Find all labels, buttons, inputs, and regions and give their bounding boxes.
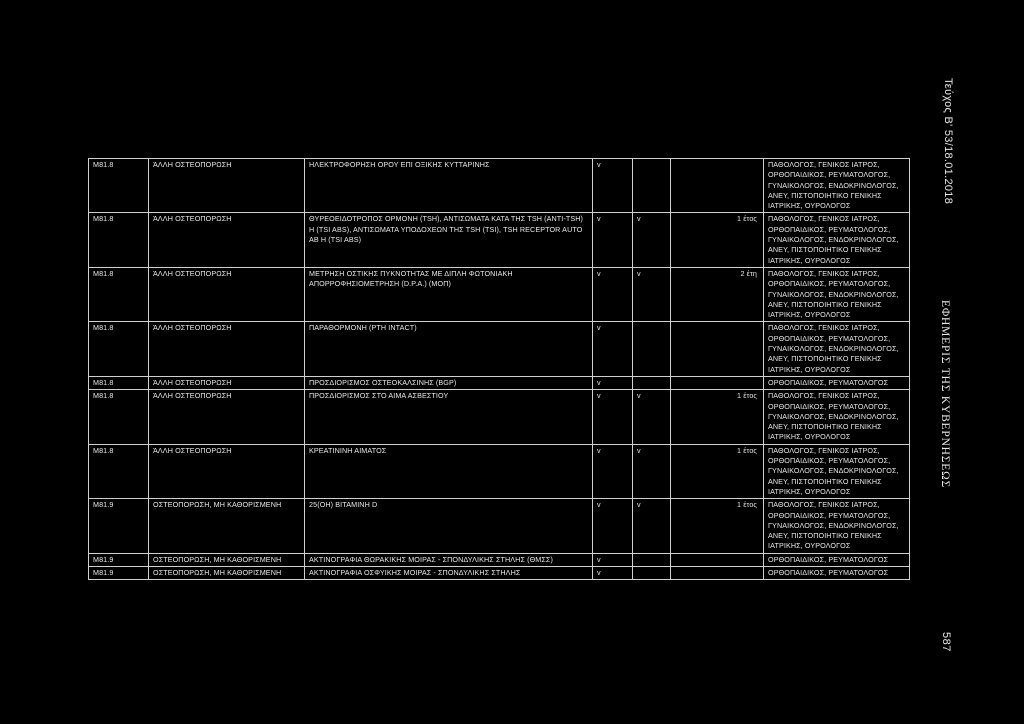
cell-mark-1: v <box>593 390 633 444</box>
cell-mark-1: v <box>593 213 633 267</box>
cell-code: M81.9 <box>89 499 149 553</box>
cell-test: ΘΥΡΕΟΕΙΔΟΤΡΟΠΟΣ ΟΡΜΟΝΗ (TSH), ΑΝΤΙΣΩΜΑΤΑ ΚΑΤΑ ΤΗΣ TSH (ANTI-TSH) Η (TSI ABS), ΑΝΤΙΣΩΜΑΤΑ ΥΠΟΔΟΧΕΩΝ ΤΗΣ TSH (TSI), TSH RECEPTOR AUTO AB H (TSI ABS) <box>305 213 593 267</box>
cell-test: ΜΕΤΡΗΣΗ ΟΣΤΙΚΗΣ ΠΥΚΝΟΤΗΤΑΣ ΜΕ ΔΙΠΛΗ ΦΩΤΟΝΙΑΚΗ ΑΠΟΡΡΟΦΗΣΙΟΜΕΤΡΗΣΗ (D.P.A.) (ΜΟΠ) <box>305 267 593 321</box>
cell-specialties: ΠΑΘΟΛΟΓΟΣ, ΓΕΝΙΚΟΣ ΙΑΤΡΟΣ, ΟΡΘΟΠΑΙΔΙΚΟΣ, ΡΕΥΜΑΤΟΛΟΓΟΣ, ΓΥΝΑΙΚΟΛΟΓΟΣ, ΕΝΔΟΚΡΙΝΟΛΟΓΟΣ, ΑΝΕΥ, ΠΙΣΤΟΠΟΙΗΤΙΚΟ ΓΕΝΙΚΗΣ ΙΑΤΡΙΚΗΣ, ΟΥΡΟΛΟΓΟΣ <box>764 499 910 553</box>
cell-mark-1: v <box>593 444 633 498</box>
cell-specialties: ΠΑΘΟΛΟΓΟΣ, ΓΕΝΙΚΟΣ ΙΑΤΡΟΣ, ΟΡΘΟΠΑΙΔΙΚΟΣ, ΡΕΥΜΑΤΟΛΟΓΟΣ, ΓΥΝΑΙΚΟΛΟΓΟΣ, ΕΝΔΟΚΡΙΝΟΛΟΓΟΣ, ΑΝΕΥ, ΠΙΣΤΟΠΟΙΗΤΙΚΟ ΓΕΝΙΚΗΣ ΙΑΤΡΙΚΗΣ, ΟΥΡΟΛΟΓΟΣ <box>764 267 910 321</box>
table-row <box>89 390 910 444</box>
cell-diagnosis: ΆΛΛΗ ΟΣΤΕΟΠΟΡΩΣΗ <box>149 213 305 267</box>
cell-interval <box>671 159 764 213</box>
cell-specialties: ΠΑΘΟΛΟΓΟΣ, ΓΕΝΙΚΟΣ ΙΑΤΡΟΣ, ΟΡΘΟΠΑΙΔΙΚΟΣ, ΡΕΥΜΑΤΟΛΟΓΟΣ, ΓΥΝΑΙΚΟΛΟΓΟΣ, ΕΝΔΟΚΡΙΝΟΛΟΓΟΣ, ΑΝΕΥ, ΠΙΣΤΟΠΟΙΗΤΙΚΟ ΓΕΝΙΚΗΣ ΙΑΤΡΙΚΗΣ, ΟΥΡΟΛΟΓΟΣ <box>764 444 910 498</box>
cell-specialties: ΟΡΘΟΠΑΙΔΙΚΟΣ, ΡΕΥΜΑΤΟΛΟΓΟΣ <box>764 376 910 389</box>
cell-specialties: ΟΡΘΟΠΑΙΔΙΚΟΣ, ΡΕΥΜΑΤΟΛΟΓΟΣ <box>764 566 910 579</box>
cell-interval: 1 έτος <box>671 213 764 267</box>
issue-reference: Τεύχος Β' 53/18.01.2018 <box>942 78 954 205</box>
cell-test: ΗΛΕΚΤΡΟΦΟΡΗΣΗ ΟΡΟΥ ΕΠΙ ΟΞΙΚΗΣ ΚΥΤΤΑΡΙΝΗΣ <box>305 159 593 213</box>
cell-code: M81.8 <box>89 213 149 267</box>
page-number: 587 <box>940 632 952 652</box>
cell-mark-1: v <box>593 159 633 213</box>
cell-mark-2 <box>633 566 671 579</box>
cell-mark-2 <box>633 159 671 213</box>
cell-interval: 1 έτος <box>671 444 764 498</box>
cell-test: ΠΑΡΑΘΟΡΜΟΝΗ (PTH INTACT) <box>305 322 593 376</box>
cell-test: ΚΡΕΑΤΙΝΙΝΗ ΑΙΜΑΤΟΣ <box>305 444 593 498</box>
cell-test: ΠΡΟΣΔΙΟΡΙΣΜΟΣ ΣΤΟ ΑΙΜΑ ΑΣΒΕΣΤΙΟΥ <box>305 390 593 444</box>
cell-specialties: ΠΑΘΟΛΟΓΟΣ, ΓΕΝΙΚΟΣ ΙΑΤΡΟΣ, ΟΡΘΟΠΑΙΔΙΚΟΣ, ΡΕΥΜΑΤΟΛΟΓΟΣ, ΓΥΝΑΙΚΟΛΟΓΟΣ, ΕΝΔΟΚΡΙΝΟΛΟΓΟΣ, ΑΝΕΥ, ΠΙΣΤΟΠΟΙΗΤΙΚΟ ΓΕΝΙΚΗΣ ΙΑΤΡΙΚΗΣ, ΟΥΡΟΛΟΓΟΣ <box>764 390 910 444</box>
cell-diagnosis: ΆΛΛΗ ΟΣΤΕΟΠΟΡΩΣΗ <box>149 376 305 389</box>
table-body <box>89 159 910 580</box>
cell-diagnosis: ΆΛΛΗ ΟΣΤΕΟΠΟΡΩΣΗ <box>149 390 305 444</box>
cell-mark-1: v <box>593 322 633 376</box>
cell-test: ΑΚΤΙΝΟΓΡΑΦΙΑ ΘΩΡΑΚΙΚΗΣ ΜΟΙΡΑΣ - ΣΠΟΝΔΥΛΙΚΗΣ ΣΤΗΛΗΣ (ΘΜΣΣ) <box>305 553 593 566</box>
cell-interval <box>671 553 764 566</box>
cell-interval: 1 έτος <box>671 390 764 444</box>
table-row <box>89 444 910 498</box>
cell-code: M81.8 <box>89 267 149 321</box>
table-row <box>89 553 910 566</box>
cell-test: 25(OH) ΒΙΤΑΜΙΝΗ D <box>305 499 593 553</box>
cell-specialties: ΠΑΘΟΛΟΓΟΣ, ΓΕΝΙΚΟΣ ΙΑΤΡΟΣ, ΟΡΘΟΠΑΙΔΙΚΟΣ, ΡΕΥΜΑΤΟΛΟΓΟΣ, ΓΥΝΑΙΚΟΛΟΓΟΣ, ΕΝΔΟΚΡΙΝΟΛΟΓΟΣ, ΑΝΕΥ, ΠΙΣΤΟΠΟΙΗΤΙΚΟ ΓΕΝΙΚΗΣ ΙΑΤΡΙΚΗΣ, ΟΥΡΟΛΟΓΟΣ <box>764 213 910 267</box>
cell-mark-2 <box>633 322 671 376</box>
cell-mark-2: v <box>633 213 671 267</box>
cell-diagnosis: ΆΛΛΗ ΟΣΤΕΟΠΟΡΩΣΗ <box>149 267 305 321</box>
cell-code: M81.8 <box>89 322 149 376</box>
cell-interval <box>671 322 764 376</box>
cell-mark-2 <box>633 553 671 566</box>
cell-mark-1: v <box>593 553 633 566</box>
cell-specialties: ΟΡΘΟΠΑΙΔΙΚΟΣ, ΡΕΥΜΑΤΟΛΟΓΟΣ <box>764 553 910 566</box>
cell-specialties: ΠΑΘΟΛΟΓΟΣ, ΓΕΝΙΚΟΣ ΙΑΤΡΟΣ, ΟΡΘΟΠΑΙΔΙΚΟΣ, ΡΕΥΜΑΤΟΛΟΓΟΣ, ΓΥΝΑΙΚΟΛΟΓΟΣ, ΕΝΔΟΚΡΙΝΟΛΟΓΟΣ, ΑΝΕΥ, ΠΙΣΤΟΠΟΙΗΤΙΚΟ ΓΕΝΙΚΗΣ ΙΑΤΡΙΚΗΣ, ΟΥΡΟΛΟΓΟΣ <box>764 159 910 213</box>
cell-code: M81.8 <box>89 390 149 444</box>
table-row <box>89 376 910 389</box>
cell-diagnosis: ΆΛΛΗ ΟΣΤΕΟΠΟΡΩΣΗ <box>149 322 305 376</box>
gazette-title: ΕΦΗΜΕΡΙΣ ΤΗΣ ΚΥΒΕΡΝΗΣΕΩΣ <box>939 300 951 488</box>
cell-interval: 1 έτος <box>671 499 764 553</box>
cell-interval <box>671 376 764 389</box>
cell-mark-2: v <box>633 444 671 498</box>
cell-code: M81.8 <box>89 376 149 389</box>
cell-mark-2: v <box>633 390 671 444</box>
cell-diagnosis: ΟΣΤΕΟΠΟΡΩΣΗ, ΜΗ ΚΑΘΟΡΙΣΜΕΝΗ <box>149 499 305 553</box>
cell-diagnosis: ΆΛΛΗ ΟΣΤΕΟΠΟΡΩΣΗ <box>149 159 305 213</box>
cell-code: M81.9 <box>89 553 149 566</box>
cell-interval <box>671 566 764 579</box>
cell-diagnosis: ΟΣΤΕΟΠΟΡΩΣΗ, ΜΗ ΚΑΘΟΡΙΣΜΕΝΗ <box>149 553 305 566</box>
table-row <box>89 566 910 579</box>
cell-code: M81.8 <box>89 444 149 498</box>
cell-mark-1: v <box>593 499 633 553</box>
cell-diagnosis: ΆΛΛΗ ΟΣΤΕΟΠΟΡΩΣΗ <box>149 444 305 498</box>
table-row <box>89 322 910 376</box>
table-row <box>89 159 910 213</box>
cell-specialties: ΠΑΘΟΛΟΓΟΣ, ΓΕΝΙΚΟΣ ΙΑΤΡΟΣ, ΟΡΘΟΠΑΙΔΙΚΟΣ, ΡΕΥΜΑΤΟΛΟΓΟΣ, ΓΥΝΑΙΚΟΛΟΓΟΣ, ΕΝΔΟΚΡΙΝΟΛΟΓΟΣ, ΑΝΕΥ, ΠΙΣΤΟΠΟΙΗΤΙΚΟ ΓΕΝΙΚΗΣ ΙΑΤΡΙΚΗΣ, ΟΥΡΟΛΟΓΟΣ <box>764 322 910 376</box>
cell-mark-2 <box>633 376 671 389</box>
cell-test: ΠΡΟΣΔΙΟΡΙΣΜΟΣ ΟΣΤΕΟΚΑΛΣΙΝΗΣ (BGP) <box>305 376 593 389</box>
referral-table <box>88 158 910 580</box>
cell-mark-1: v <box>593 566 633 579</box>
table-row <box>89 213 910 267</box>
table-row <box>89 267 910 321</box>
cell-interval: 2 έτη <box>671 267 764 321</box>
table-row <box>89 499 910 553</box>
cell-mark-2: v <box>633 267 671 321</box>
cell-mark-1: v <box>593 376 633 389</box>
cell-diagnosis: ΟΣΤΕΟΠΟΡΩΣΗ, ΜΗ ΚΑΘΟΡΙΣΜΕΝΗ <box>149 566 305 579</box>
cell-mark-2: v <box>633 499 671 553</box>
cell-code: M81.9 <box>89 566 149 579</box>
cell-code: M81.8 <box>89 159 149 213</box>
cell-test: ΑΚΤΙΝΟΓΡΑΦΙΑ ΟΣΦΥΙΚΗΣ ΜΟΙΡΑΣ - ΣΠΟΝΔΥΛΙΚΗΣ ΣΤΗΛΗΣ <box>305 566 593 579</box>
cell-mark-1: v <box>593 267 633 321</box>
